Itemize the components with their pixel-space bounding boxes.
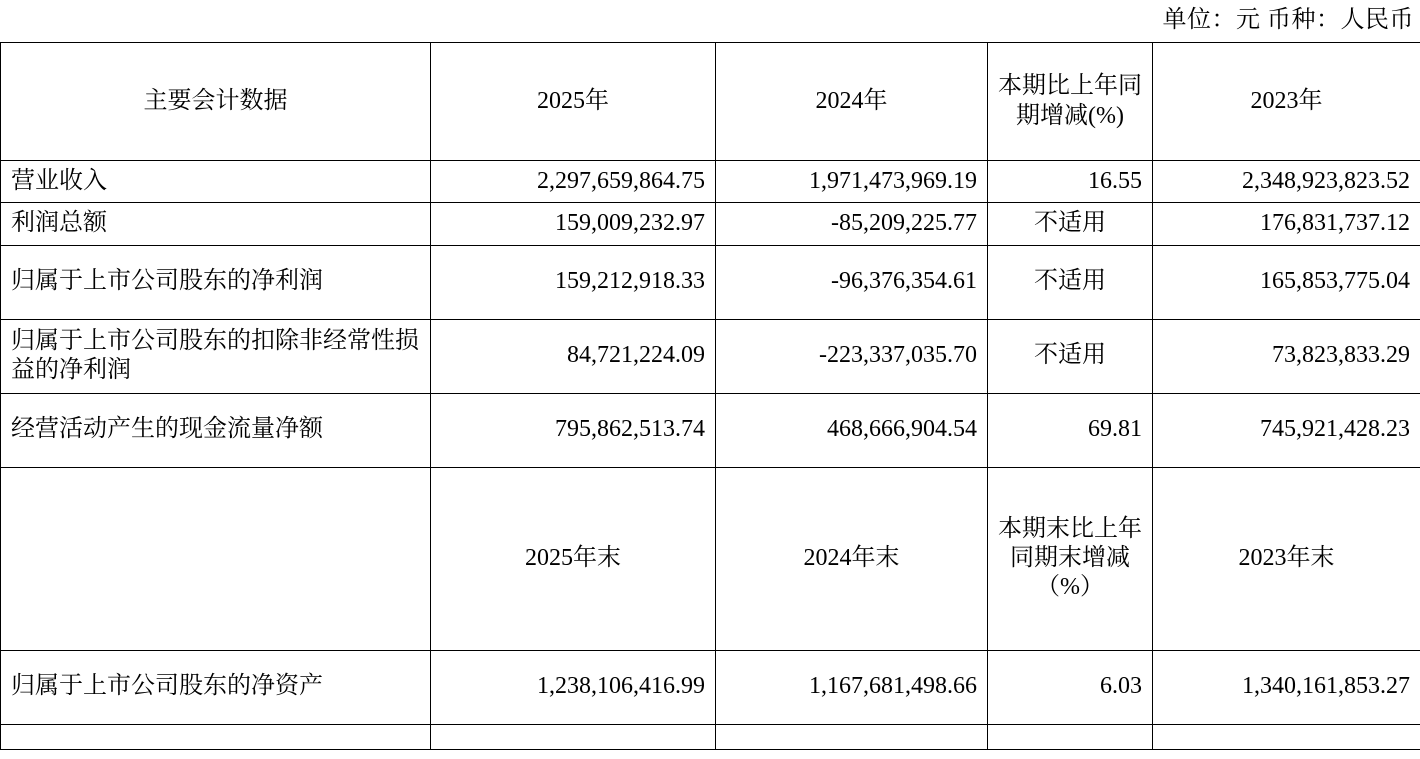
unit-note: 单位：元 币种：人民币: [1162, 7, 1414, 33]
row-value-2025: 1,238,106,416.99: [431, 650, 716, 724]
row-value-change: 6.03: [988, 650, 1153, 724]
row-value-2025: 2,297,659,864.75: [431, 161, 716, 203]
period-header-row: [1, 467, 1420, 650]
row-value-2025: 159,212,918.33: [431, 245, 716, 319]
row-cut-2: [716, 724, 988, 749]
row-label: 营业收入: [1, 161, 431, 203]
period-header-blank: [1, 467, 431, 650]
header-year-2024: 2024年: [716, 43, 988, 161]
row-value-2023: 165,853,775.04: [1153, 245, 1420, 319]
row-value-2023: 176,831,737.12: [1153, 203, 1420, 245]
row-value-change: 16.55: [988, 161, 1153, 203]
header-year-2025: 2025年: [431, 43, 716, 161]
row-value-2025: 795,862,513.74: [431, 393, 716, 467]
table-row-partial: [1, 724, 1420, 749]
table-row: [1, 650, 1420, 724]
row-value-2023: 745,921,428.23: [1153, 393, 1420, 467]
row-cut-3: [988, 724, 1153, 749]
row-value-2025: 159,009,232.97: [431, 203, 716, 245]
table-header-row: [1, 43, 1420, 161]
row-value-change: 不适用: [988, 245, 1153, 319]
row-value-2024: 468,666,904.54: [716, 393, 988, 467]
header-yoy-change: 本期比上年同期增减(%): [988, 43, 1153, 161]
table-row: [1, 203, 1420, 245]
period-header-2025-end: 2025年末: [431, 467, 716, 650]
row-value-2024: -85,209,225.77: [716, 203, 988, 245]
row-value-2023: 1,340,161,853.27: [1153, 650, 1420, 724]
header-year-2023: 2023年: [1153, 43, 1420, 161]
row-value-change: 不适用: [988, 319, 1153, 393]
row-value-2024: -223,337,035.70: [716, 319, 988, 393]
row-cut-1: [431, 724, 716, 749]
period-header-2023-end: 2023年末: [1153, 467, 1420, 650]
row-value-2023: 2,348,923,823.52: [1153, 161, 1420, 203]
period-header-2024-end: 2024年末: [716, 467, 988, 650]
row-label: 归属于上市公司股东的净资产: [1, 650, 431, 724]
row-label: 经营活动产生的现金流量净额: [1, 393, 431, 467]
table-row: [1, 161, 1420, 203]
table-row: [1, 319, 1420, 393]
financial-summary-table: [0, 42, 1420, 750]
header-main-data: 主要会计数据: [1, 43, 431, 161]
period-header-yoy-change: 本期末比上年同期末增减（%）: [988, 467, 1153, 650]
row-value-2023: 73,823,833.29: [1153, 319, 1420, 393]
row-value-change: 69.81: [988, 393, 1153, 467]
row-value-change: 不适用: [988, 203, 1153, 245]
row-label: 利润总额: [1, 203, 431, 245]
row-cut-0: [1, 724, 431, 749]
table-row: [1, 245, 1420, 319]
row-value-2024: -96,376,354.61: [716, 245, 988, 319]
row-label: 归属于上市公司股东的净利润: [1, 245, 431, 319]
row-cut-4: [1153, 724, 1420, 749]
row-value-2024: 1,167,681,498.66: [716, 650, 988, 724]
row-value-2024: 1,971,473,969.19: [716, 161, 988, 203]
table-row: [1, 393, 1420, 467]
row-label: 归属于上市公司股东的扣除非经常性损益的净利润: [1, 319, 431, 393]
row-value-2025: 84,721,224.09: [431, 319, 716, 393]
